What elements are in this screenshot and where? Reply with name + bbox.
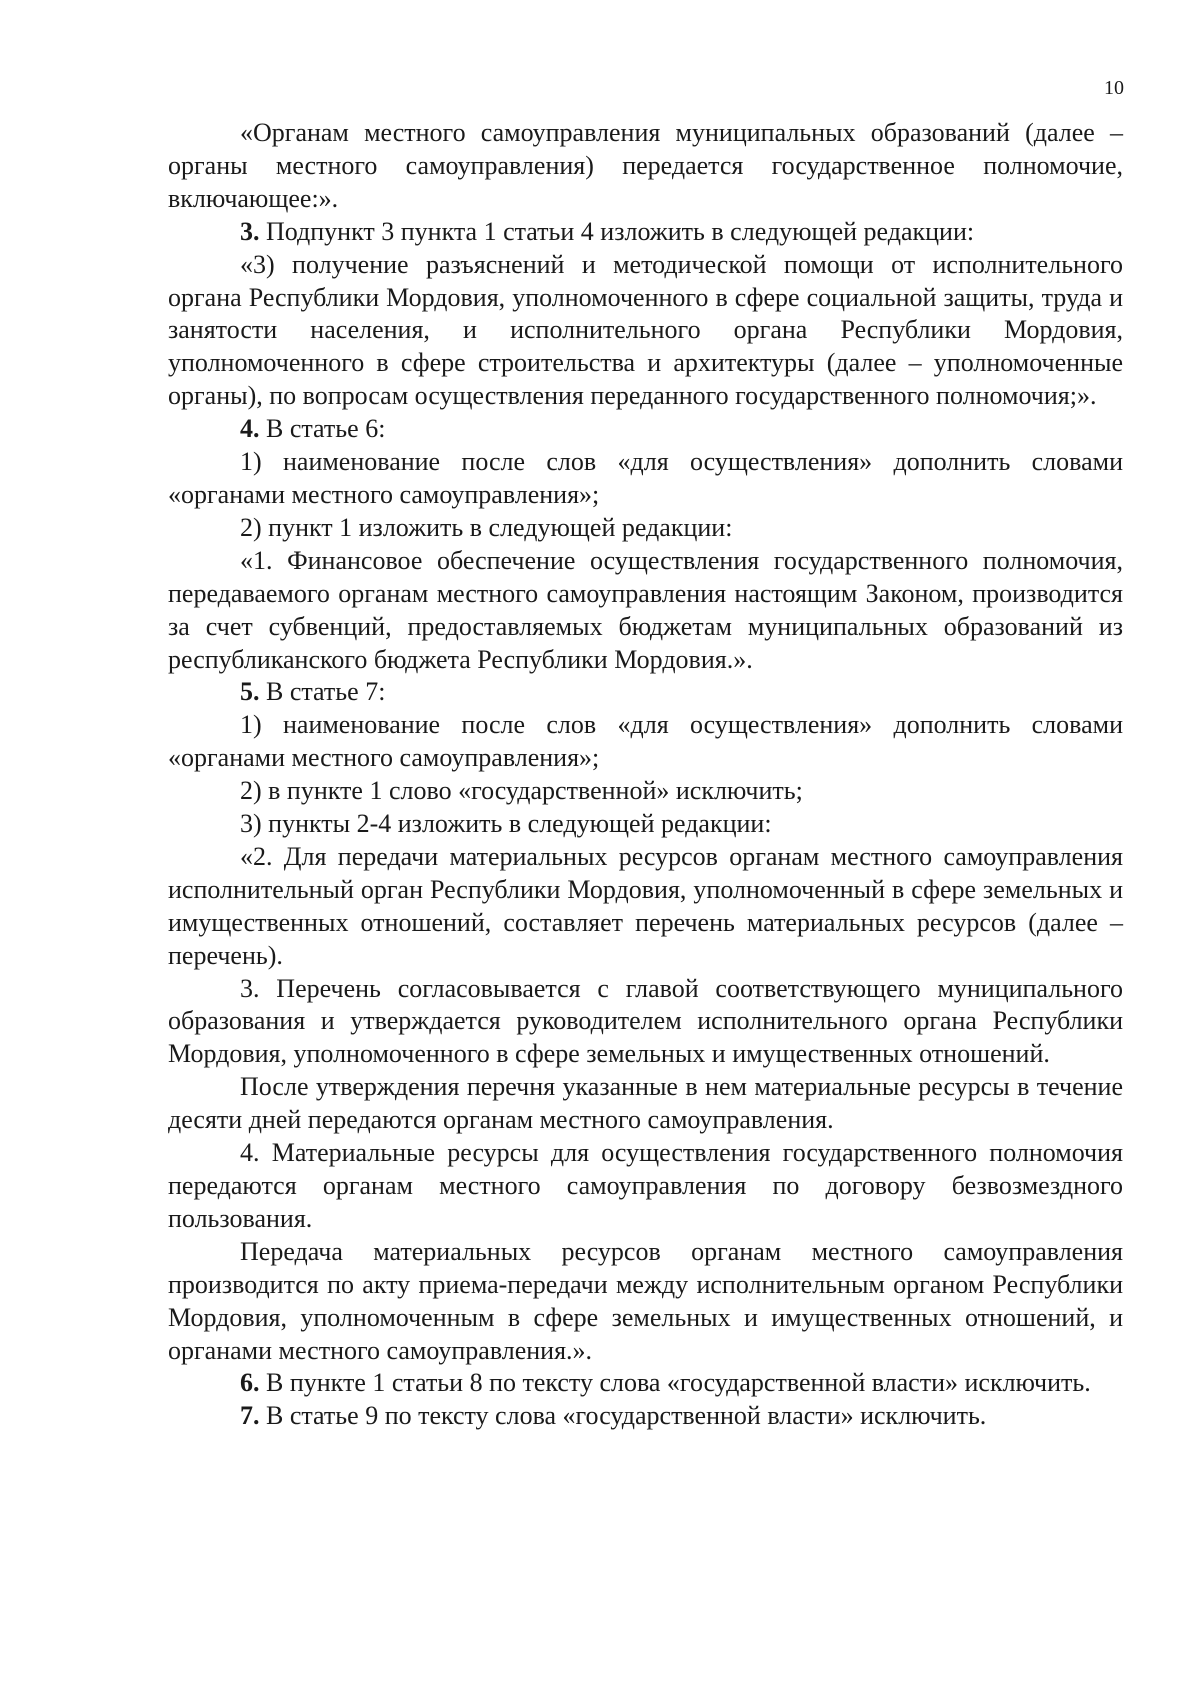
paragraph-text: В статье 6: (259, 414, 386, 444)
item-number: 6. (240, 1368, 260, 1398)
paragraph (168, 1367, 1123, 1400)
paragraph (168, 512, 1123, 545)
item-number: 7. (240, 1401, 260, 1431)
paragraph (168, 249, 1123, 414)
paragraph (168, 1071, 1123, 1137)
paragraph-text: 4. Материальные ресурсы для осуществления государственного полномочия передаются органам местного самоуправления по договору безвозмездного пользования. (168, 1138, 1123, 1233)
paragraph (168, 841, 1123, 973)
paragraph (168, 413, 1123, 446)
item-number: 5. (240, 677, 260, 707)
paragraph (168, 545, 1123, 677)
paragraph (168, 216, 1123, 249)
paragraph-text: 1) наименование после слов «для осуществления» дополнить словами «органами местного самоуправления»; (168, 710, 1123, 773)
paragraph-text: 2) в пункте 1 слово «государственной» исключить; (240, 776, 803, 806)
paragraph-text: В статье 9 по тексту слова «государственной власти» исключить. (259, 1401, 987, 1431)
item-number: 3. (240, 216, 260, 246)
paragraph-text: Передача материальных ресурсов органам местного самоуправления производится по акту приема-передачи между исполнительным органом Республики Мордовия, уполномоченным в сфере земельных и имущественных отношений, и органами местного самоуправления.». (168, 1236, 1123, 1365)
paragraph (168, 808, 1123, 841)
paragraph-text: Подпункт 3 пункта 1 статьи 4 изложить в следующей редакции: (259, 216, 975, 246)
paragraph (168, 1400, 1123, 1433)
paragraph (168, 117, 1123, 216)
paragraph (168, 1137, 1123, 1236)
paragraph-text: «Органам местного самоуправления муниципальных образований (далее – органы местного самоуправления) передается государственное полномочие, включающее:». (168, 118, 1123, 213)
paragraph (168, 1236, 1123, 1368)
paragraph-text: 3) пункты 2-4 изложить в следующей редакции: (240, 809, 772, 839)
paragraph-text: 2) пункт 1 изложить в следующей редакции: (240, 512, 733, 542)
paragraph-text: После утверждения перечня указанные в нем материальные ресурсы в течение десяти дней передаются органам местного самоуправления. (168, 1072, 1123, 1135)
paragraph-text: 3. Перечень согласовывается с главой соответствующего муниципального образования и утверждается руководителем исполнительного органа Республики Мордовия, уполномоченного в сфере земельных и имущественных отношений. (168, 973, 1123, 1069)
paragraph (168, 446, 1123, 512)
document-body (168, 117, 1123, 1433)
page-number: 10 (1104, 77, 1124, 99)
paragraph-text: «2. Для передачи материальных ресурсов органам местного самоуправления исполнительный орган Республики Мордовия, уполномоченный в сфере земельных и имущественных отношений, составляет перечень материальных ресурсов (далее – перечень). (168, 841, 1123, 970)
item-number: 4. (240, 414, 260, 444)
paragraph-text: В пункте 1 статьи 8 по тексту слова «государственной власти» исключить. (259, 1368, 1091, 1398)
paragraph-text: «3) получение разъяснений и методической помощи от исполнительного органа Республики Мордовия, уполномоченного в сфере социальной защиты, труда и занятости населения, и исполнительного органа Республики Мордовия, уполномоченного в сфере строительства и архитектуры (далее – уполномоченные органы), по вопросам осуществления переданного государственного полномочия;». (168, 249, 1123, 411)
paragraph-text: 1) наименование после слов «для осуществления» дополнить словами «органами местного самоуправления»; (168, 447, 1123, 509)
paragraph (168, 973, 1123, 1072)
paragraph (168, 709, 1123, 775)
paragraph-text: «1. Финансовое обеспечение осуществления государственного полномочия, передаваемого органам местного самоуправления настоящим Законом, производится за счет субвенций, предоставляемых бюджетам муниципальных образований из республиканского бюджета Республики Мордовия.». (168, 545, 1123, 674)
paragraph-text: В статье 7: (259, 677, 386, 707)
paragraph (168, 676, 1123, 709)
paragraph (168, 775, 1123, 808)
